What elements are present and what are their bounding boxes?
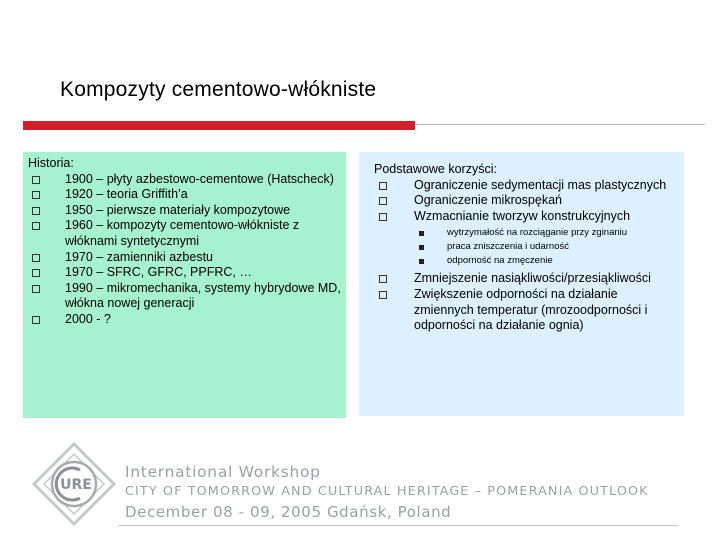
title-divider-line bbox=[415, 124, 705, 125]
square-bullet-icon bbox=[379, 275, 387, 283]
filled-square-bullet-icon bbox=[419, 259, 424, 264]
footer-date-location: December 08 - 09, 2005 Gdańsk, Poland bbox=[125, 503, 452, 521]
title-accent-bar bbox=[23, 121, 415, 130]
square-bullet-icon bbox=[379, 291, 387, 299]
sub-list-item-text: praca zniszczenia i udarność bbox=[447, 241, 569, 253]
sub-list-item-text: odporność na zmęczenie bbox=[447, 255, 553, 267]
benefits-panel bbox=[359, 152, 684, 416]
sub-list-item bbox=[374, 226, 680, 240]
list-item bbox=[28, 172, 342, 188]
square-bullet-icon bbox=[379, 213, 387, 221]
square-bullet-icon bbox=[32, 285, 40, 293]
list-item-text: 2000 - ? bbox=[65, 311, 111, 326]
sub-list-item-text: wytrzymałość na rozciąganie przy zginaniu bbox=[447, 227, 628, 239]
list-item-text: 1920 – teoria Griffith’a bbox=[65, 187, 188, 202]
slide-title: Kompozyty cementowo-włókniste bbox=[60, 78, 377, 101]
list-item-text: 1970 – SFRC, GFRC, PPFRC, … bbox=[65, 265, 252, 280]
ure-logo bbox=[30, 440, 118, 528]
history-panel bbox=[23, 152, 346, 418]
sub-list-item bbox=[374, 254, 680, 268]
filled-square-bullet-icon bbox=[419, 245, 424, 250]
list-item-text: Ograniczenie mikrospękań bbox=[414, 193, 562, 208]
benefits-heading: Podstawowe korzyści: bbox=[374, 162, 497, 176]
list-item bbox=[28, 281, 342, 312]
list-item bbox=[374, 178, 680, 194]
benefits-sublist bbox=[374, 226, 680, 268]
list-item bbox=[28, 250, 342, 266]
list-item-text: 1960 – kompozyty cementowo-włókniste z włóknami syntetycznymi bbox=[65, 218, 300, 248]
square-bullet-icon bbox=[32, 222, 40, 230]
list-item-text: 1900 – płyty azbestowo-cementowe (Hatscheck) bbox=[65, 171, 334, 186]
filled-square-bullet-icon bbox=[419, 231, 424, 236]
list-item-text: Zwiększenie odporności na działanie zmiennych temperatur (mrozoodporności i odporności na działanie ognia) bbox=[414, 286, 648, 333]
square-bullet-icon bbox=[379, 197, 387, 205]
benefits-list-continued bbox=[374, 271, 680, 333]
square-bullet-icon bbox=[379, 182, 387, 190]
square-bullet-icon bbox=[32, 316, 40, 324]
logo-text: URE bbox=[60, 477, 92, 493]
square-bullet-icon bbox=[32, 269, 40, 277]
list-item bbox=[374, 271, 680, 287]
list-item-text: 1950 – pierwsze materiały kompozytowe bbox=[65, 202, 291, 217]
footer-workshop-label: International Workshop bbox=[125, 463, 321, 481]
list-item-text: 1990 – mikromechanika, systemy hybrydowe MD, włókna nowej generacji bbox=[65, 280, 341, 311]
list-item bbox=[28, 312, 342, 328]
list-item bbox=[28, 203, 342, 219]
square-bullet-icon bbox=[32, 191, 40, 199]
footer-divider-line bbox=[118, 525, 678, 526]
list-item bbox=[374, 209, 680, 225]
list-item-text: Wzmacnianie tworzyw konstrukcyjnych bbox=[414, 208, 631, 223]
list-item bbox=[374, 287, 680, 334]
square-bullet-icon bbox=[32, 254, 40, 262]
sub-list-item bbox=[374, 240, 680, 254]
list-item-text: Ograniczenie sedymentacji mas plastycznych bbox=[414, 177, 667, 192]
list-item bbox=[28, 265, 342, 281]
footer-text-block bbox=[125, 462, 649, 523]
benefits-list bbox=[374, 178, 680, 225]
list-item bbox=[28, 187, 342, 203]
footer-conference-title: CITY OF TOMORROW AND CULTURAL HERITAGE – POMERANIA OUTLOOK bbox=[125, 484, 649, 499]
list-item-text: 1970 – zamienniki azbestu bbox=[65, 249, 214, 264]
list-item bbox=[374, 193, 680, 209]
list-item bbox=[28, 218, 342, 249]
list-item-text: Zmniejszenie nasiąkliwości/przesiąkliwości bbox=[414, 271, 651, 286]
history-heading: Historia: bbox=[28, 156, 74, 170]
square-bullet-icon bbox=[32, 176, 40, 184]
history-list bbox=[28, 172, 342, 328]
square-bullet-icon bbox=[32, 207, 40, 215]
